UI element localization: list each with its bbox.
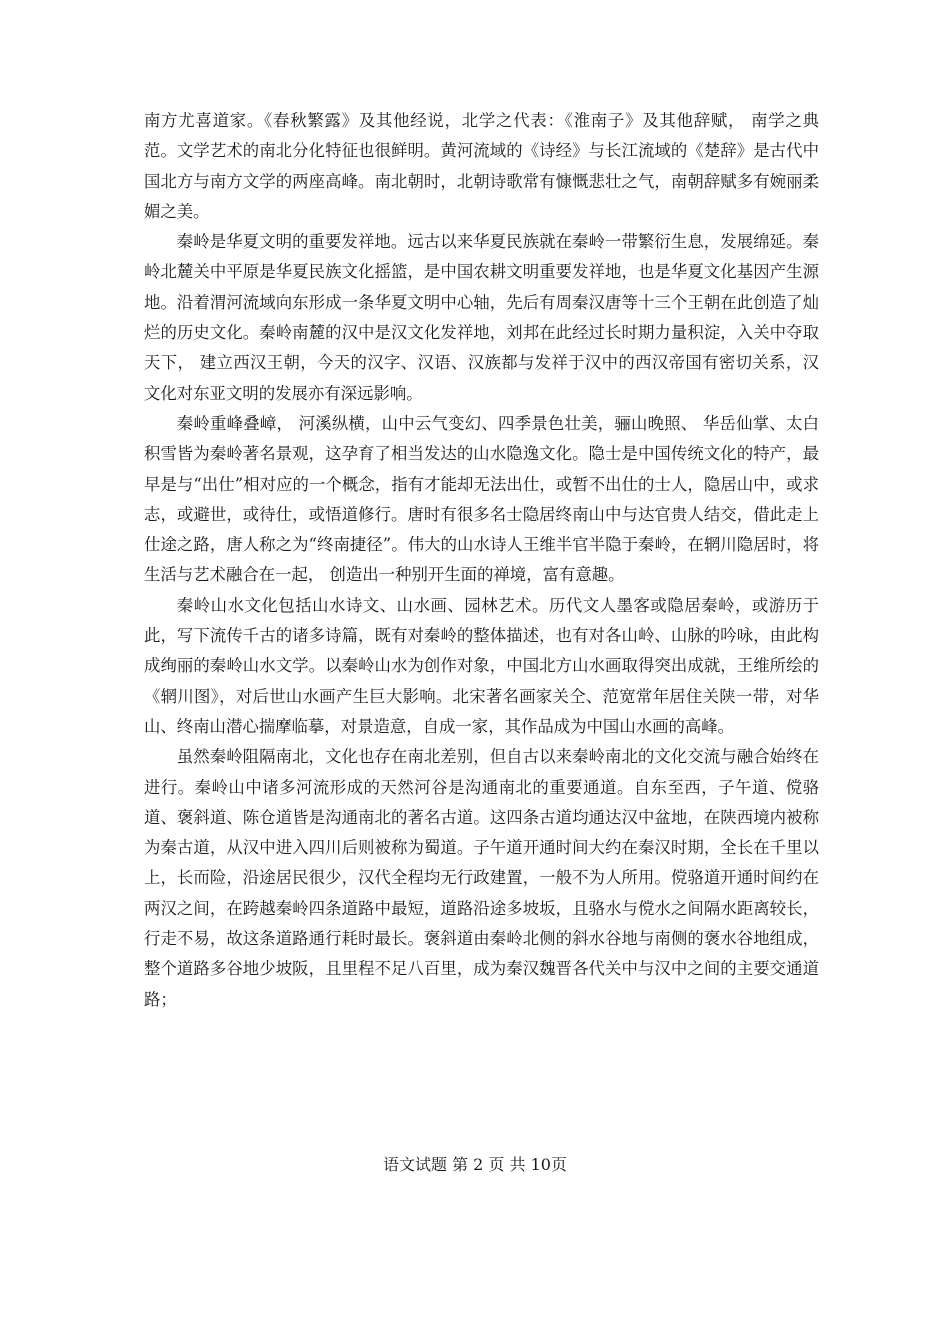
page-footer: 语文试题 第 2 页 共 10页	[383, 1155, 567, 1174]
paragraph-5: 虽然秦岭阻隔南北，文化也存在南北差别，但自古以来秦岭南北的文化交流与融合始终在进行。秦岭山中诸多河流形成的天然河谷是沟通南北的重要通道。自东至西，子午道、傥骆道、褒斜道、陈仓道皆是沟通南北的著名古道。这四条古道均通达汉中盆地，在陕西境内被称为秦古道，从汉中进入四川后则被称为蜀道。子午道开通时间大约在秦汉时期，全长在千里以上，长而险，沿途居民很少，汉代全程均无行政建置，一般不为人所用。傥骆道开通时间约在两汉之间，在跨越秦岭四条道路中最短，道路沿途多坡坂，且骆水与傥水之间隔水距离较长，行走不易，故这条道路通行耗时最长。褒斜道由秦岭北侧的斜水谷地与南侧的褒水谷地组成，整个道路多谷地少坡阪，且里程不足八百里，成为秦汉魏晋各代关中与汉中之间的主要交通道路；	[144, 747, 819, 1009]
paragraph-2: 秦岭是华夏文明的重要发祥地。远古以来华夏民族就在秦岭一带繁衍生息，发展绵延。秦岭北麓关中平原是华夏民族文化摇篮，是中国农耕文明重要发祥地，也是华夏文化基因产生源地。沿着渭河流域向东形成一条华夏文明中心轴，先后有周秦汉唐等十三个王朝在此创造了灿烂的历史文化。秦岭南麓的汉中是汉文化发祥地，刘邦在此经过长时期力量积淀，入关中夺取天下， 建立西汉王朝，今天的汉字、汉语、汉族都与发祥于汉中的西汉帝国有密切关系，汉文化对东亚文明的发展亦有深远影响。	[144, 232, 819, 403]
article-body	[144, 106, 819, 1015]
paragraph-1: 南方尤喜道家。《春秋繁露》及其他经说，北学之代表：《淮南子》及其他辞赋， 南学之典范。文学艺术的南北分化特征也很鲜明。黄河流域的《诗经》与长江流域的《楚辞》是古代中国北方与南方文学的两座高峰。南北朝时，北朝诗歌常有慷慨悲壮之气，南朝辞赋多有婉丽柔媚之美。	[144, 111, 819, 221]
paragraph-3: 秦岭重峰叠嶂， 河溪纵横，山中云气变幻、四季景色壮美，骊山晚照、 华岳仙掌、太白积雪皆为秦岭著名景观，这孕育了相当发达的山水隐逸文化。隐士是中国传统文化的特产，最早是与“出仕”相对应的一个概念，指有才能却无法出仕，或暂不出仕的士人，隐居山中，或求志，或避世，或待仕，或悟道修行。唐时有很多名士隐居终南山中与达官贵人结交，借此走上仕途之路，唐人称之为“终南捷径”。伟大的山水诗人王维半官半隐于秦岭，在辋川隐居时，将生活与艺术融合在一起， 创造出一种别开生面的禅境，富有意趣。	[144, 413, 819, 585]
paragraph-4: 秦岭山水文化包括山水诗文、山水画、园林艺术。历代文人墨客或隐居秦岭，或游历于此，写下流传千古的诸多诗篇，既有对秦岭的整体描述，也有对各山岭、山脉的吟咏，由此构成绚丽的秦岭山水文学。以秦岭山水为创作对象，中国北方山水画取得突出成就，王维所绘的《辋川图》，对后世山水画产生巨大影响。北宋著名画家关仝、范宽常年居住关陕一带，对华山、终南山潜心揣摩临摹，对景造意，自成一家，其作品成为中国山水画的高峰。	[144, 595, 819, 736]
